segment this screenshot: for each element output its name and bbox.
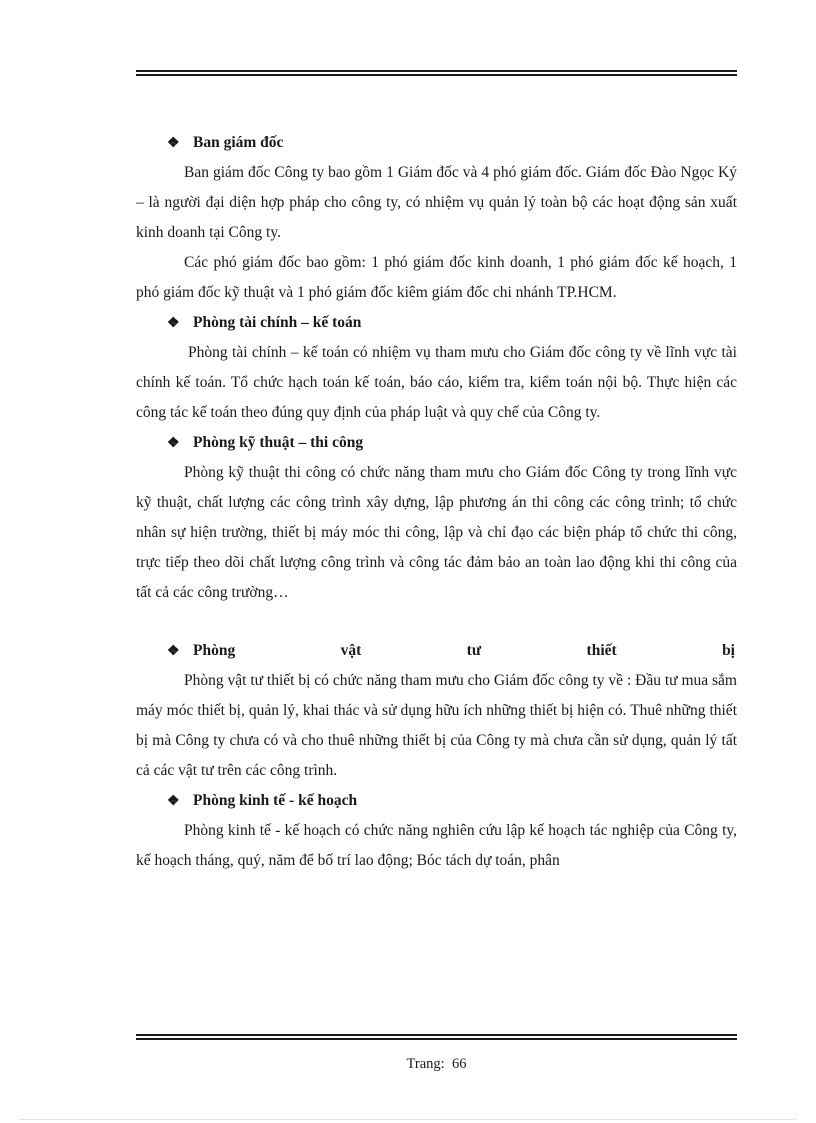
diamond-bullet-icon: ❖ [167,644,180,659]
page-edge-dotted-line [20,1119,796,1120]
section-phong-kinh-te [136,786,737,876]
section-ban-giam-doc [136,128,737,308]
section-heading: ❖ Ban giám đốc [136,128,737,158]
footer-rule [136,1034,737,1040]
section-heading: ❖ Phòng kinh tế - kế hoạch [136,786,737,816]
section-phong-tai-chinh [136,308,737,428]
paragraph: Phòng kinh tế - kế hoạch có chức năng nghiên cứu lập kế hoạch tác nghiệp của Công ty, kế hoạch tháng, quý, năm để bố trí lao động; Bóc tách dự toán, phân [136,822,737,869]
paragraph: Phòng kỹ thuật thi công có chức năng tham mưu cho Giám đốc Công ty trong lĩnh vực kỹ thuật, chất lượng các công trình xây dựng, lập phương án thi công các công trình; tổ chức nhân sự hiện trường, thiết bị máy móc thi công, lập và chỉ đạo các biện pháp tổ chức thi công, trực tiếp theo dõi chất lượng công trình và công tác đảm bảo an toàn lao động khi thi công của tất cả các công trường… [136,464,737,601]
page-footer [136,1056,737,1073]
section-heading: ❖ Phòng kỹ thuật – thi công [136,428,737,458]
diamond-bullet-icon: ❖ [167,316,180,331]
diamond-bullet-icon: ❖ [167,136,180,151]
header-rule [136,70,737,76]
diamond-bullet-icon: ❖ [167,794,180,809]
paragraph: Ban giám đốc Công ty bao gồm 1 Giám đốc và 4 phó giám đốc. Giám đốc Đào Ngọc Ký – là người đại diện hợp pháp cho công ty, có nhiệm vụ quản lý toàn bộ các hoạt động sản xuất kinh doanh tại Công ty. [136,164,737,241]
paragraph: Phòng vật tư thiết bị có chức năng tham mưu cho Giám đốc công ty về : Đầu tư mua sắm máy móc thiết bị, quản lý, khai thác và sử dụng hữu ích những thiết bị hiện có. Thuê những thiết bị mà Công ty chưa có và cho thuê những thiết bị của Công ty mà chưa cần sử dụng, quản lý tất cả các vật tư trên các công trình. [136,672,737,779]
section-phong-ky-thuat [136,428,737,608]
paragraph: Phòng tài chính – kế toán có nhiệm vụ tham mưu cho Giám đốc công ty về lĩnh vực tài chính kế toán. Tổ chức hạch toán kế toán, báo cáo, kiểm tra, kiểm toán nội bộ. Thực hiện các công tác kế toán theo đúng quy định của pháp luật và quy chế của Công ty. [136,344,737,421]
page-number: 66 [451,1056,467,1072]
section-heading: ❖ Phòng tài chính – kế toán [136,308,737,338]
section-phong-vat-tu [136,636,737,786]
page-body [136,128,737,876]
page-label: Trang: [406,1056,445,1072]
section-heading: ❖ Phòng vật tư thiết bị [136,636,737,666]
diamond-bullet-icon: ❖ [167,436,180,451]
paragraph: Các phó giám đốc bao gồm: 1 phó giám đốc kinh doanh, 1 phó giám đốc kế hoạch, 1 phó giám đốc kỹ thuật và 1 phó giám đốc kiêm giám đốc chi nhánh TP.HCM. [136,254,737,301]
